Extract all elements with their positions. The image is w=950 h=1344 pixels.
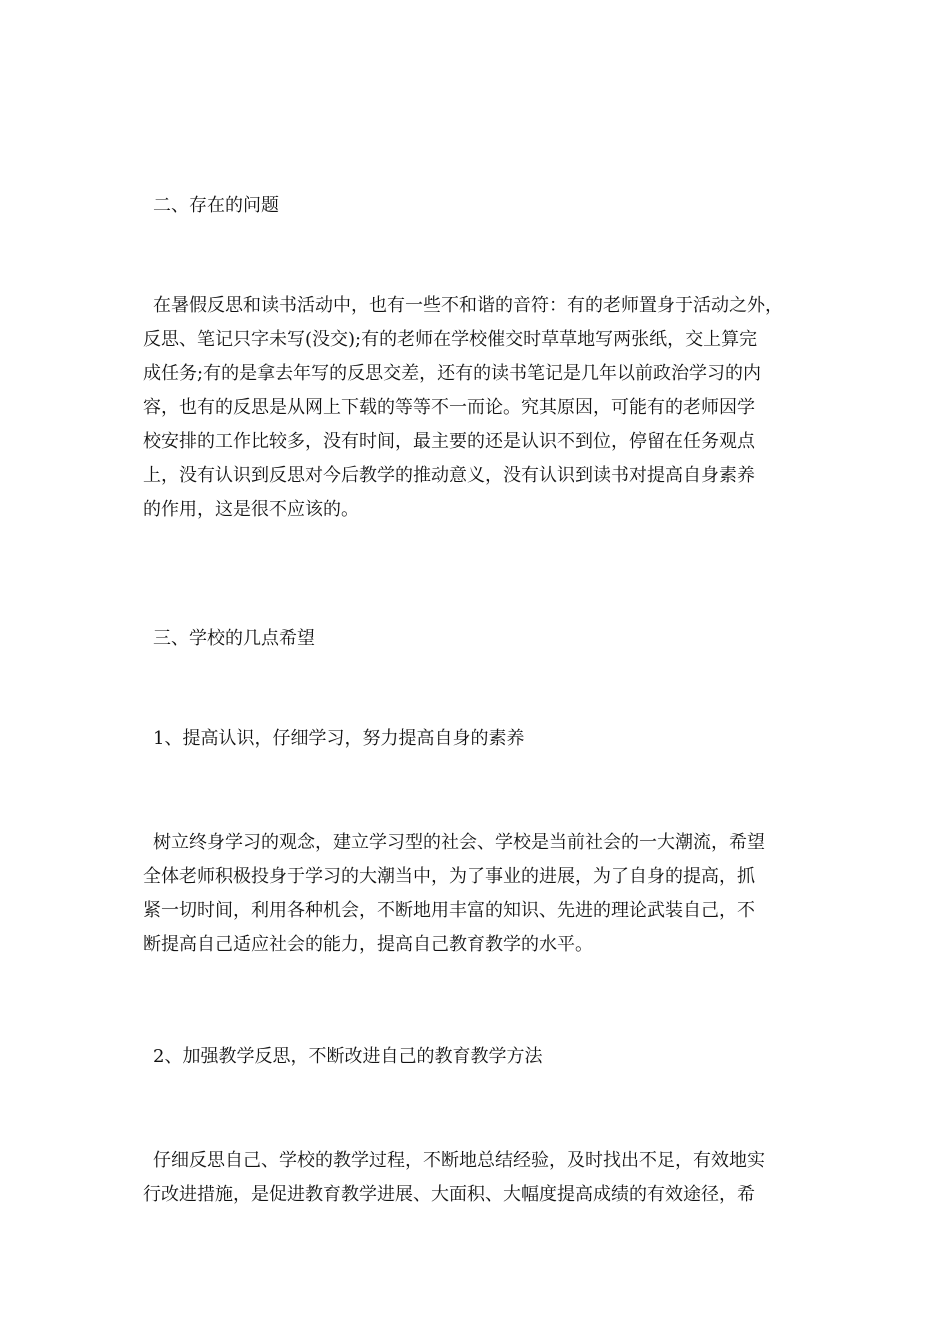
paragraph-line: 反思、笔记只字未写(没交);有的老师在学校催交时草草地写两张纸，交上算完 <box>143 329 758 350</box>
paragraph-line: 的作用，这是很不应该的。 <box>143 499 359 520</box>
section3-heading-block <box>143 622 823 656</box>
paragraph-line: 全体老师积极投身于学习的大潮当中，为了事业的进展，为了自身的提高，抓 <box>143 866 755 887</box>
section-heading: 二、存在的问题 <box>153 195 279 216</box>
paragraph-line: 上，没有认识到反思对今后教学的推动意义，没有认识到读书对提高自身素养 <box>143 465 755 486</box>
section-heading: 三、学校的几点希望 <box>153 628 315 649</box>
paragraph-line: 成任务;有的是拿去年写的反思交差，还有的读书笔记是几年以前政治学习的内 <box>143 363 762 384</box>
subsection-heading: 2、加强教学反思，不断改进自己的教育教学方法 <box>153 1046 543 1067</box>
item1-paragraph <box>143 826 823 962</box>
paragraph-line: 容，也有的反思是从网上下载的等等不一而论。究其原因，可能有的老师因学 <box>143 397 755 418</box>
item2-heading-block <box>143 1040 823 1074</box>
paragraph-line: 在暑假反思和读书活动中，也有一些不和谐的音符：有的老师置身于活动之外， <box>153 295 783 316</box>
section2-heading-block <box>143 189 823 223</box>
paragraph-line: 校安排的工作比较多，没有时间，最主要的还是认识不到位，停留在任务观点 <box>143 431 755 452</box>
paragraph-line: 行改进措施，是促进教育教学进展、大面积、大幅度提高成绩的有效途径，希 <box>143 1184 755 1205</box>
paragraph-line: 仔细反思自己、学校的教学过程，不断地总结经验，及时找出不足，有效地实 <box>153 1150 765 1171</box>
subsection-heading: 1、提高认识，仔细学习，努力提高自身的素养 <box>153 728 525 749</box>
paragraph-line: 树立终身学习的观念，建立学习型的社会、学校是当前社会的一大潮流，希望 <box>153 832 765 853</box>
section2-paragraph <box>143 289 823 527</box>
paragraph-line: 断提高自己适应社会的能力，提高自己教育教学的水平。 <box>143 934 593 955</box>
item1-heading-block <box>143 722 823 756</box>
item2-paragraph <box>143 1144 823 1212</box>
paragraph-line: 紧一切时间，利用各种机会，不断地用丰富的知识、先进的理论武装自己，不 <box>143 900 755 921</box>
